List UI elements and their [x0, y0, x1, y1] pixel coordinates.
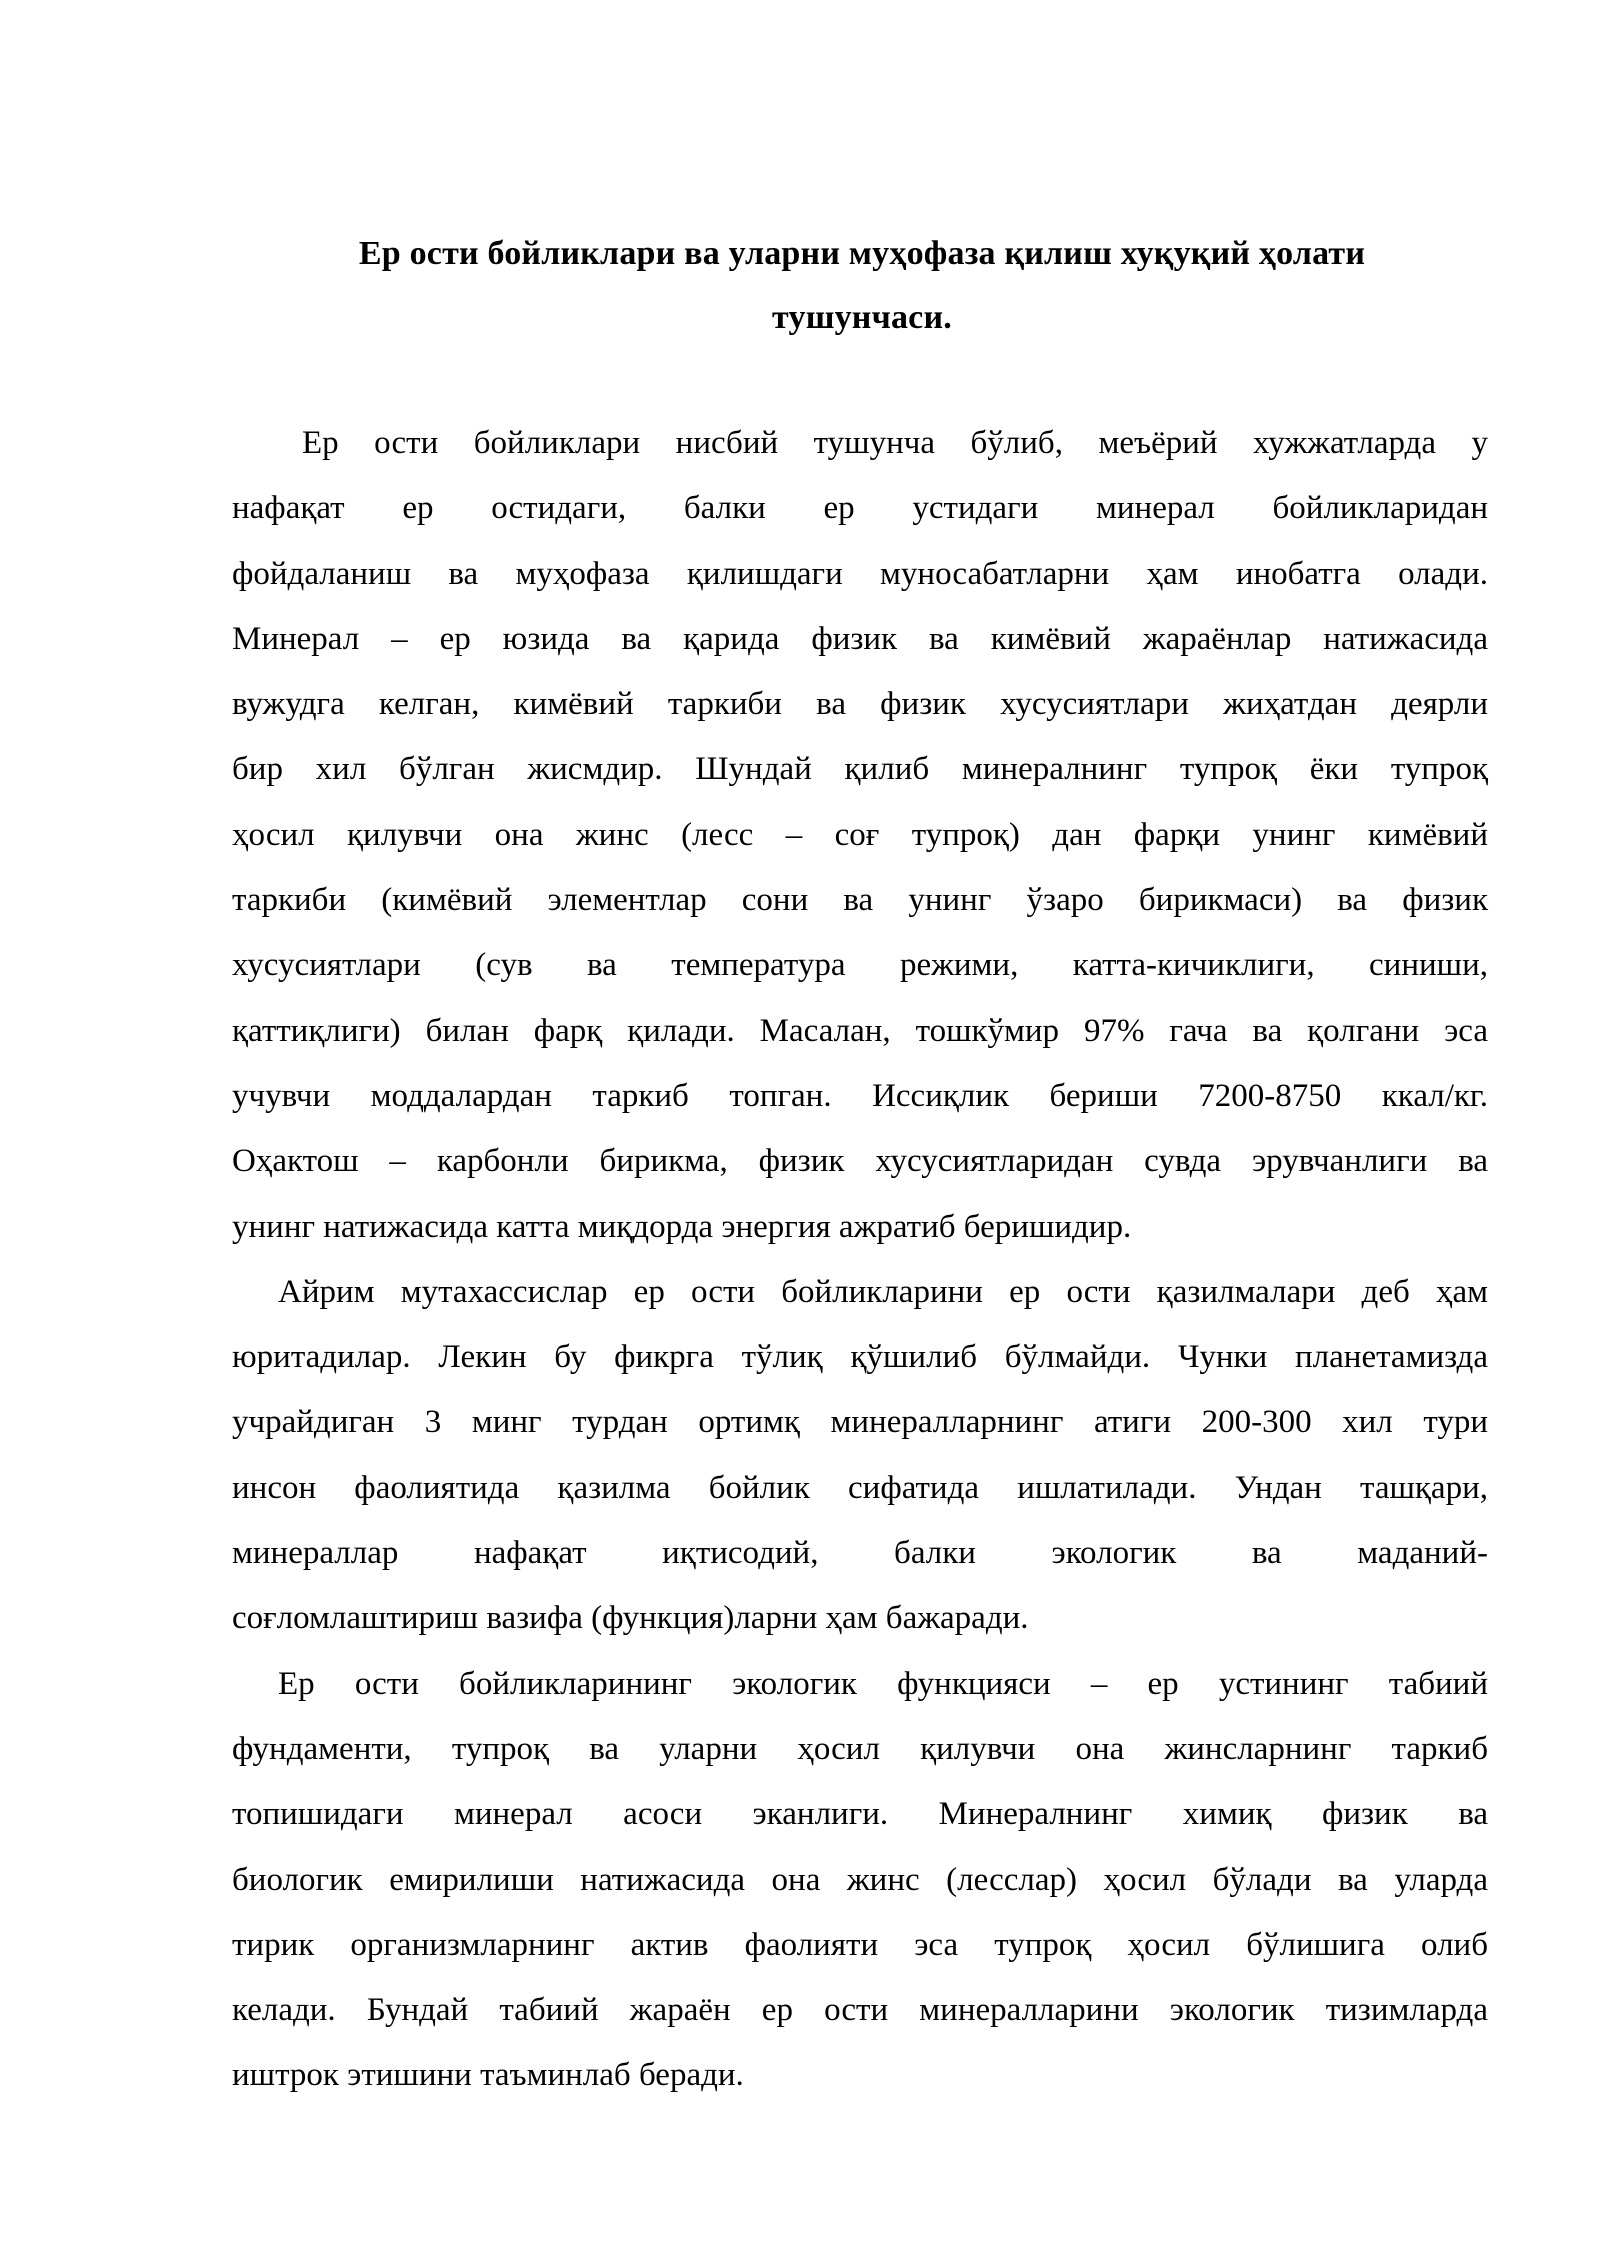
document-title — [232, 222, 1492, 350]
paragraph-line: келади. Бундай табиий жараён ер ости минералларини экологик тизимларда — [232, 1992, 1488, 2029]
paragraph-line: соғломлаштириш вазифа (функция)ларни ҳам бажаради. — [232, 1600, 1029, 1637]
paragraph-line: инсон фаолиятида қазилма бойлик сифатида ишлатилади. Ундан ташқари, — [232, 1469, 1488, 1506]
paragraph-line: минераллар нафақат иқтисодий, балки экологик ва маданий- — [232, 1535, 1488, 1572]
paragraph-line: нафақат ер остидаги, балки ер устидаги минерал бойликларидан — [232, 490, 1488, 527]
document-body — [232, 411, 1488, 2109]
paragraph-line: юритадилар. Лекин бу фикрга тўлиқ қўшилиб бўлмайди. Чунки планетамизда — [232, 1339, 1488, 1376]
paragraph-line: қаттиқлиги) билан фарқ қилади. Масалан, тошкўмир 97% гача ва қолгани эса — [232, 1012, 1488, 1049]
paragraph-line: ҳосил қилувчи она жинс (лесс – соғ тупроқ) дан фарқи унинг кимёвий — [232, 816, 1488, 853]
paragraph-line: вужудга келган, кимёвий таркиби ва физик хусусиятлари жиҳатдан деярли — [232, 686, 1488, 723]
paragraph-line: тирик организмларнинг актив фаолияти эса тупроқ ҳосил бўлишига олиб — [232, 1926, 1488, 1963]
paragraph-line: унинг натижасида катта миқдорда энергия ажратиб беришидир. — [232, 1208, 1132, 1245]
paragraph-line: Минерал – ер юзида ва қарида физик ва кимёвий жараёнлар натижасида — [232, 620, 1488, 657]
paragraph — [232, 1652, 1488, 2109]
paragraph-line: Оҳактош – карбонли бирикма, физик хусусиятларидан сувда эрувчанлиги ва — [232, 1143, 1488, 1180]
paragraph-line: фойдаланиш ва муҳофаза қилишдаги муносабатларни ҳам инобатга олади. — [232, 555, 1488, 592]
paragraph-line: Ер ости бойликларининг экологик функцияси – ер устининг табиий — [278, 1665, 1488, 1702]
paragraph-line: хусусиятлари (сув ва температура режими, катта-кичиклиги, синиши, — [232, 947, 1488, 984]
paragraph-line: фундаменти, тупроқ ва уларни ҳосил қилувчи она жинсларнинг таркиб — [232, 1730, 1488, 1767]
paragraph — [232, 1260, 1488, 1652]
paragraph-line: биологик емирилиши натижасида она жинс (лесслар) ҳосил бўлади ва уларда — [232, 1861, 1488, 1898]
paragraph-line: иштрок этишини таъминлаб беради. — [232, 2057, 744, 2094]
paragraph-line: учрайдиган 3 минг турдан ортимқ минералларнинг атиги 200-300 хил тури — [232, 1404, 1488, 1441]
title-line: тушунчаси. — [772, 299, 952, 336]
paragraph-line: бир хил бўлган жисмдир. Шундай қилиб минералнинг тупроқ ёки тупроқ — [232, 751, 1488, 788]
paragraph — [232, 411, 1488, 1260]
paragraph-line: Ер ости бойликлари нисбий тушунча бўлиб, меъёрий хужжатларда у — [302, 425, 1488, 461]
title-line: Ер ости бойликлари ва уларни муҳофаза қилиш хуқуқий ҳолати — [358, 235, 1366, 272]
paragraph-line: учувчи моддалардан таркиб топган. Иссиқлик бериши 7200-8750 ккал/кг. — [232, 1077, 1488, 1114]
paragraph-line: Айрим мутахассислар ер ости бойликларини ер ости қазилмалари деб ҳам — [278, 1273, 1488, 1310]
paragraph-line: топишидаги минерал асоси эканлиги. Минералнинг химиқ физик ва — [232, 1796, 1488, 1833]
paragraph-line: таркиби (кимёвий элементлар сони ва унинг ўзаро бирикмаси) ва физик — [232, 882, 1488, 919]
